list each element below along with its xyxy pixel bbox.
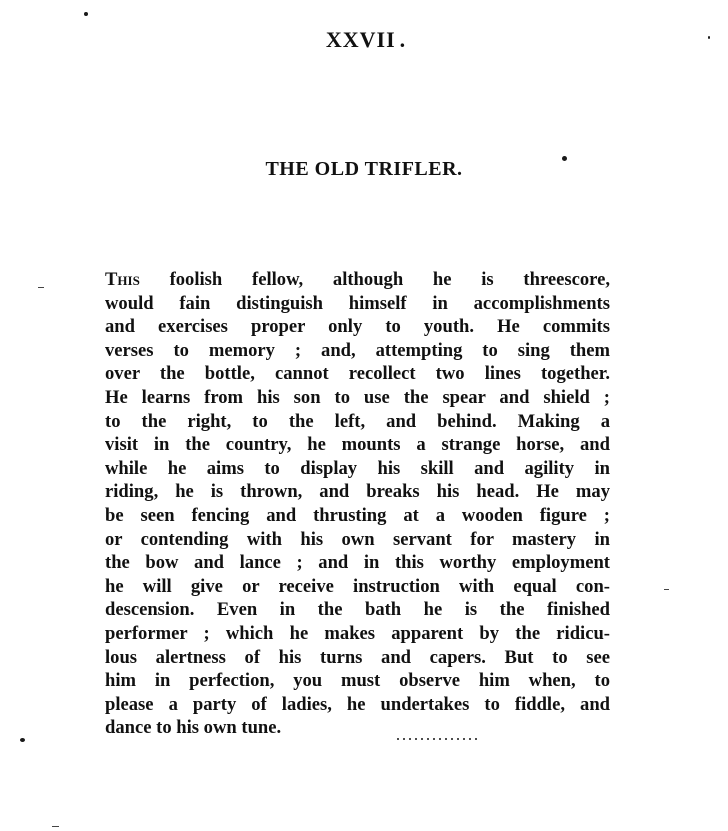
body-paragraph [105,268,610,740]
chapter-number-trail: . [399,27,407,52]
text-line-17: lous alertness of his turns and capers. But to see [105,646,610,668]
ink-speck [84,12,88,16]
ink-mark [664,589,669,590]
chapter-number [0,27,728,53]
text-line-2: would fain distinguish himself in accomplishments [105,292,610,314]
text-line-12: or contending with his own servant for mastery in [105,528,610,550]
text-line-15: descension. Even in the bath he is the finished [105,599,610,621]
text-line-11: be seen fencing and thrusting at a wooden figure ; [105,504,610,526]
text-line-19: please a party of ladies, he undertakes to fiddle, and [105,693,610,715]
ink-trail [395,737,480,741]
text-line-1: This foolish fellow, although he is threescore, [105,269,610,290]
ink-speck [562,156,567,161]
ink-mark [38,287,44,288]
text-line-13: the bow and lance ; and in this worthy employment [105,552,610,574]
ink-speck [708,36,710,39]
chapter-title: THE OLD TRIFLER. [265,158,463,180]
text-line-18: him in perfection, you must observe him when, to [105,670,610,692]
text-line-8: visit in the country, he mounts a strange horse, and [105,434,610,456]
text-line-5: over the bottle, cannot recollect two lines together. [105,363,610,385]
ink-speck [20,738,25,742]
text-line-20: dance to his own tune. [105,717,282,739]
text-line-10: riding, he is thrown, and breaks his head. He may [105,481,610,503]
text-line-6: He learns from his son to use the spear and shield ; [105,386,610,408]
text-line-3: and exercises proper only to youth. He commits [105,316,610,338]
ink-mark [52,826,59,827]
lead-word: This [105,269,140,290]
text-line-16: performer ; which he makes apparent by the ridicu- [105,622,610,644]
text-line-14: he will give or receive instruction with equal con- [105,575,610,597]
chapter-number-text: XXVII [325,27,396,52]
text-line-9: while he aims to display his skill and agility in [105,457,610,479]
text-line-4: verses to memory ; and, attempting to sing them [105,339,610,361]
text-line-7: to the right, to the left, and behind. Making a [105,410,610,432]
